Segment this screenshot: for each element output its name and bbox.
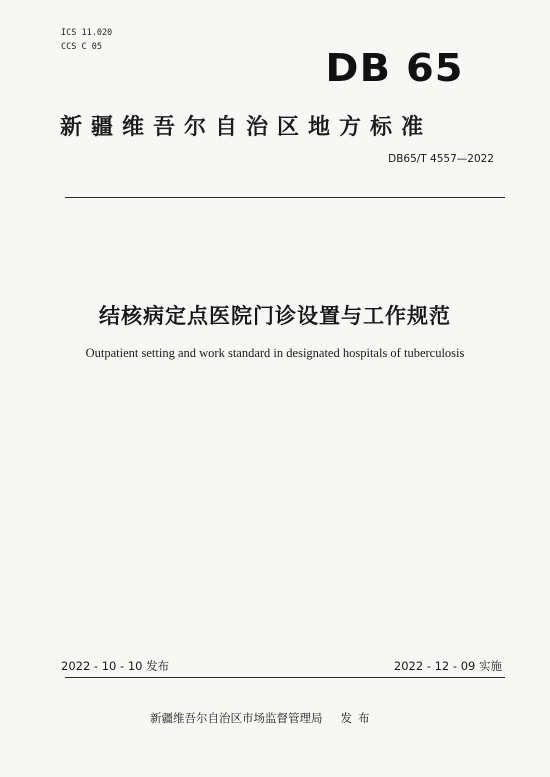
implementation-date: 2022 - 12 - 09 实施 (393, 659, 502, 673)
bottom-divider (65, 677, 505, 678)
standard-category: 新疆维吾尔自治区地方标准 (60, 114, 433, 140)
publish-suffix: 发布 (340, 711, 376, 725)
ics-code: ICS 11.020 (61, 28, 113, 38)
issue-date: 2022 - 10 - 10 发布 (61, 659, 170, 673)
publisher-name: 新疆维吾尔自治区市场监督管理局 (150, 711, 323, 725)
ccs-code: CCS C 05 (61, 42, 102, 52)
db-logo: DB 65 (325, 46, 464, 90)
top-divider (65, 197, 505, 198)
publisher-line (150, 710, 376, 726)
standard-number: DB65/T 4557—2022 (388, 153, 494, 165)
document-title-english: Outpatient setting and work standard in designated hospitals of tuberculosis (85, 346, 465, 360)
document-title-chinese: 结核病定点医院门诊设置与工作规范 (99, 304, 451, 328)
